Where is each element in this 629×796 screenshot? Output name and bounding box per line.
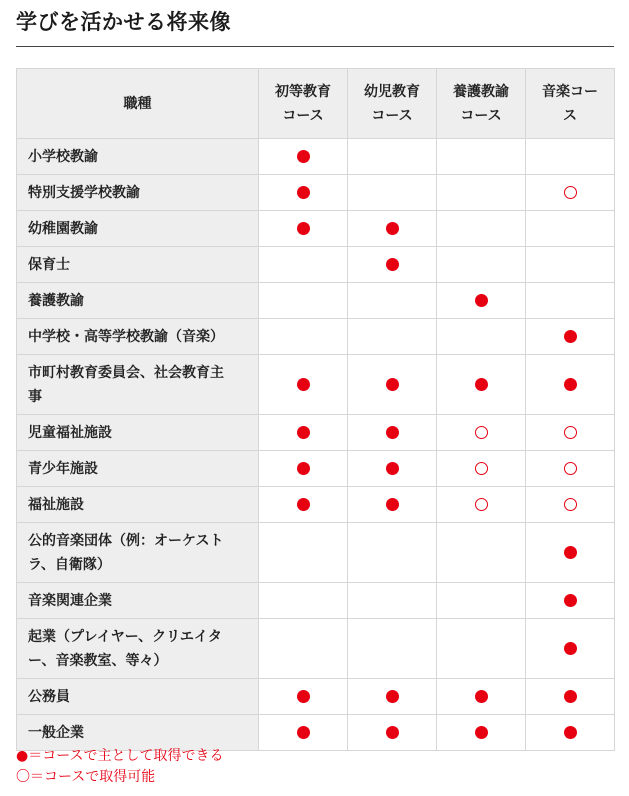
mark-cell [437,583,526,619]
mark-cell [348,619,437,679]
title-divider [16,46,614,47]
mark-cell [437,247,526,283]
mark-cell [348,679,437,715]
filled-circle-icon [386,378,399,391]
header-course-school-nurse [437,69,526,139]
mark-cell [348,487,437,523]
mark-cell [348,139,437,175]
header-line: 幼児教育 [364,83,420,100]
filled-circle-icon [386,690,399,703]
header-line: コース [282,107,324,124]
filled-circle-icon [297,378,310,391]
filled-circle-icon [386,462,399,475]
job-name-cell [17,211,259,247]
table-row [17,175,615,211]
mark-cell [437,283,526,319]
mark-cell [348,523,437,583]
mark-cell [259,451,348,487]
mark-cell [526,523,615,583]
table-body [17,139,615,751]
job-name-line: 公的音楽団体（例：オーケスト [28,532,224,549]
open-circle-icon [475,498,488,511]
mark-cell [437,523,526,583]
job-name-cell [17,355,259,415]
mark-cell [259,583,348,619]
table-row [17,487,615,523]
mark-cell [526,415,615,451]
mark-cell [259,175,348,211]
header-line: ス [563,107,577,124]
table-row [17,247,615,283]
mark-cell [526,319,615,355]
job-name-cell [17,487,259,523]
job-name-line: 幼稚園教諭 [28,220,98,237]
filled-circle-icon [297,222,310,235]
job-name-line: 福祉施設 [28,496,84,513]
header-line: コース [371,107,413,124]
mark-cell [437,487,526,523]
mark-cell [259,523,348,583]
mark-cell [526,283,615,319]
mark-cell [259,283,348,319]
table-row [17,415,615,451]
job-name-line: 児童福祉施設 [28,424,112,441]
mark-cell [348,355,437,415]
job-name-line: 特別支援学校教諭 [28,184,140,201]
mark-cell [526,715,615,751]
filled-circle-icon [475,690,488,703]
open-circle-icon [475,462,488,475]
filled-circle-icon [475,378,488,391]
filled-circle-icon [564,546,577,559]
filled-circle-icon [386,258,399,271]
job-name-line: 中学校・高等学校教諭（音楽） [28,328,224,345]
header-line: 初等教育 [275,83,331,100]
mark-cell [348,451,437,487]
mark-cell [348,283,437,319]
career-table [16,68,615,751]
mark-cell [437,415,526,451]
job-name-cell [17,175,259,211]
job-name-cell [17,139,259,175]
job-name-cell [17,583,259,619]
header-course-early-childhood [348,69,437,139]
mark-cell [437,175,526,211]
mark-cell [259,355,348,415]
table-row [17,211,615,247]
filled-circle-icon [564,594,577,607]
mark-cell [348,583,437,619]
legend [16,746,224,788]
mark-cell [259,415,348,451]
job-name-line: 公務員 [28,688,70,705]
mark-cell [437,355,526,415]
mark-cell [437,715,526,751]
mark-cell [259,247,348,283]
mark-cell [526,451,615,487]
page-title: 学びを活かせる将来像 [16,10,231,34]
job-name-line: 音楽関連企業 [28,592,112,609]
filled-circle-icon [564,330,577,343]
mark-cell [526,211,615,247]
open-circle-icon [564,462,577,475]
filled-circle-icon [475,726,488,739]
header-row [17,69,615,139]
filled-circle-icon [386,726,399,739]
job-name-cell [17,679,259,715]
job-name-cell [17,283,259,319]
mark-cell [259,487,348,523]
table-row [17,583,615,619]
filled-circle-icon [297,426,310,439]
mark-cell [259,211,348,247]
header-line: 職種 [123,95,152,112]
job-name-line: 保育士 [28,256,70,273]
mark-cell [348,211,437,247]
job-name-cell [17,247,259,283]
filled-circle-icon [386,426,399,439]
table-row [17,679,615,715]
filled-circle-icon [297,150,310,163]
header-line: 音楽コー [542,83,598,100]
mark-cell [259,139,348,175]
header-job [17,69,259,139]
mark-cell [259,679,348,715]
mark-cell [526,583,615,619]
filled-circle-icon [297,186,310,199]
job-name-cell [17,523,259,583]
header-line: コース [460,107,502,124]
table-row [17,619,615,679]
mark-cell [348,415,437,451]
mark-cell [348,319,437,355]
legend-main: ●＝コースで主として取得できる [16,748,224,764]
job-name-cell [17,619,259,679]
filled-circle-icon [297,498,310,511]
table-row [17,139,615,175]
job-name-line: 事 [28,388,42,405]
job-name-line: ラ、自衛隊） [28,556,111,573]
table-row [17,355,615,415]
mark-cell [437,211,526,247]
job-name-line: 養護教諭 [28,292,84,309]
job-name-line: ー、音楽教室、等々） [28,652,168,669]
job-name-line: 青少年施設 [28,460,98,477]
mark-cell [526,175,615,211]
job-name-line: 一般企業 [28,724,84,741]
job-name-line: 小学校教諭 [28,148,98,165]
filled-circle-icon [564,642,577,655]
filled-circle-icon [564,378,577,391]
mark-cell [526,487,615,523]
header-course-elementary [259,69,348,139]
open-circle-icon [564,498,577,511]
mark-cell [437,619,526,679]
mark-cell [526,139,615,175]
open-circle-icon [564,426,577,439]
job-name-cell [17,451,259,487]
job-name-line: 起業（プレイヤー、クリエイタ [28,628,222,645]
mark-cell [526,355,615,415]
job-name-cell [17,319,259,355]
filled-circle-icon [386,498,399,511]
filled-circle-icon [564,690,577,703]
mark-cell [437,139,526,175]
filled-circle-icon [297,726,310,739]
filled-circle-icon [297,690,310,703]
table-row [17,283,615,319]
mark-cell [348,715,437,751]
mark-cell [437,679,526,715]
filled-circle-icon [475,294,488,307]
job-name-line: 市町村教育委員会、社会教育主 [28,364,224,381]
filled-circle-icon [297,462,310,475]
open-circle-icon [564,186,577,199]
header-line: 養護教諭 [453,83,509,100]
open-circle-icon [475,426,488,439]
mark-cell [348,175,437,211]
table-row [17,523,615,583]
mark-cell [526,247,615,283]
mark-cell [259,715,348,751]
mark-cell [259,619,348,679]
mark-cell [437,451,526,487]
job-name-cell [17,415,259,451]
table-row [17,451,615,487]
legend-possible: 〇＝コースで取得可能 [16,769,156,785]
mark-cell [259,319,348,355]
mark-cell [437,319,526,355]
mark-cell [526,679,615,715]
mark-cell [348,247,437,283]
filled-circle-icon [564,726,577,739]
header-course-music [526,69,615,139]
filled-circle-icon [386,222,399,235]
mark-cell [526,619,615,679]
table-row [17,319,615,355]
